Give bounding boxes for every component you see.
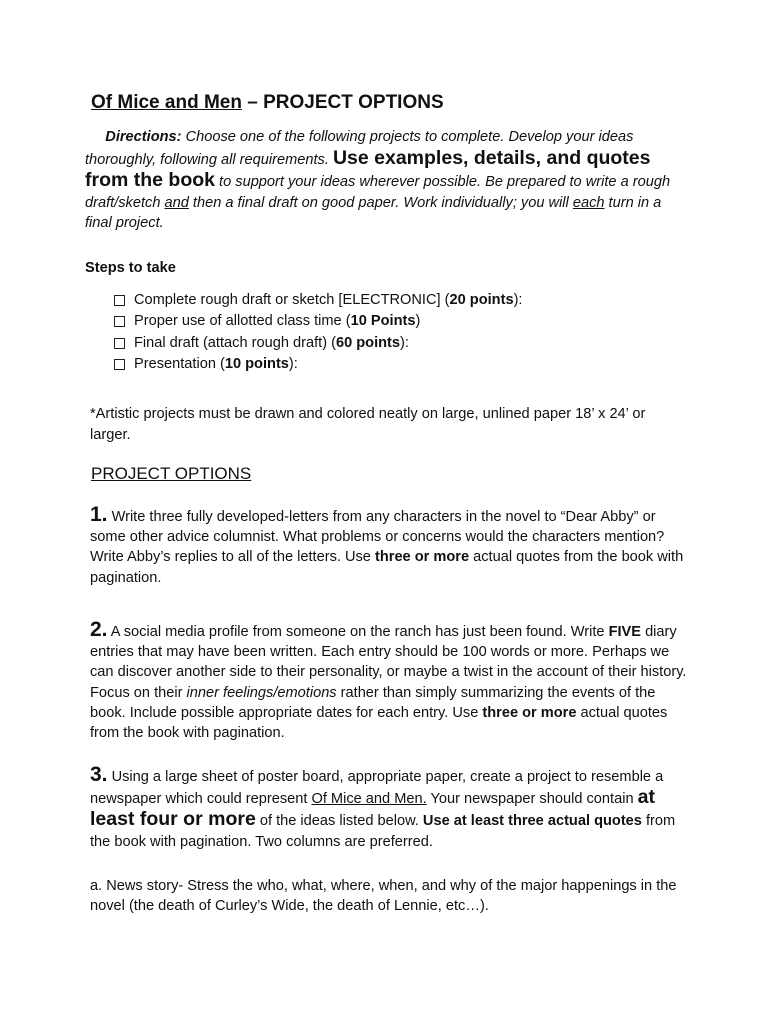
option-bold: three or more [374, 549, 470, 566]
step-end: ): [288, 356, 298, 373]
directions-text-3: then a final draft on good paper. Work individually; you will [188, 194, 573, 211]
checkbox-icon [114, 338, 125, 349]
option-bold: Use at least three actual quotes [422, 813, 642, 830]
checkbox-icon [114, 359, 125, 370]
option-text-3: of the ideas listed below. [255, 813, 423, 830]
steps-list [114, 290, 522, 375]
step-item [114, 354, 522, 375]
title-rest: – PROJECT OPTIONS [241, 92, 444, 113]
step-end: ): [400, 334, 409, 351]
step-points: 10 Points [350, 313, 416, 330]
step-points: 60 points [335, 334, 401, 351]
step-text: Proper use of allotted class time ( [134, 313, 351, 330]
checkbox-icon [114, 295, 125, 306]
option-text-4: from the book with pagination. Two columns are preferred. [90, 813, 676, 850]
directions-text-1: Choose one of the following projects to complete. Develop your ideas thoroughly, following all requirements. [85, 129, 634, 168]
step-points: 10 points [224, 356, 289, 373]
option-number: 3. [90, 763, 108, 786]
step-end: ) [415, 313, 421, 330]
directions-emphasis: Use examples, details, and quotes from the book [85, 146, 651, 191]
directions-text-2: to support your ideas wherever possible. Be prepared to write a rough draft/sketch [85, 174, 671, 211]
option-five: FIVE [608, 624, 642, 640]
option-number: 1. [90, 503, 108, 526]
option-text-3: rather than simply summarizing the events of the book. Include possible appropriate dates for each entry. Use [90, 684, 656, 721]
option-text-2: Your newspaper should contain [426, 791, 638, 808]
option-text-1: Using a large sheet of poster board, appropriate paper, create a project to resemble a newspaper which could represent [90, 769, 664, 808]
title-book: Of Mice and Men [91, 92, 242, 113]
option-italic: inner feelings/emotions [186, 684, 337, 701]
option-1 [90, 505, 690, 588]
option-2 [90, 620, 690, 743]
step-text: Final draft (attach rough draft) ( [134, 334, 336, 351]
step-text: Complete rough draft or sketch [ELECTRONIC] ( [134, 292, 450, 309]
step-text: Presentation ( [134, 356, 225, 373]
option-3-item-a: a. News story- Stress the who, what, where, when, and why of the major happenings in the novel (the death of Curley’s Wide, the death of Lennie, etc…). [90, 878, 677, 915]
option-text-1: A social media profile from someone on the ranch has just been found. Write [107, 624, 609, 640]
directions-label: Directions: [105, 129, 182, 145]
directions-and: and [164, 194, 189, 211]
directions-each: each [572, 194, 605, 211]
option-text-2: actual quotes from the book with pagination. [90, 549, 684, 586]
project-options-heading: PROJECT OPTIONS [91, 464, 252, 483]
option-3 [90, 765, 690, 852]
option-big: at least four or more [90, 786, 655, 831]
step-item [114, 290, 522, 311]
artistic-note: *Artistic projects must be drawn and colored neatly on large, unlined paper 18’ x 24’ or larger. [90, 406, 646, 443]
option-text-1: Write three fully developed-letters from any characters in the novel to “Dear Abby” or some other advice columnist. What problems or concerns would the characters mention? Write Abby’s replies to all of the letters. Use [90, 509, 665, 566]
page-title [91, 92, 444, 114]
step-item [114, 333, 522, 354]
option-book-title: Of Mice and Men. [311, 791, 427, 808]
checkbox-icon [114, 316, 125, 327]
option-text-4: actual quotes from the book with pagination. [90, 704, 668, 742]
option-bold: three or more [482, 704, 577, 721]
directions-paragraph [85, 127, 685, 234]
directions-text-4: turn in a final project. [85, 194, 662, 231]
steps-heading: Steps to take [85, 260, 176, 276]
step-points: 20 points [449, 292, 514, 309]
option-number: 2. [90, 618, 108, 641]
option-text-2: diary entries that may have been written. Each entry should be 100 words or more. Perhaps we can discover another side to their personality, or maybe a twist in the account of their history. Focus on their [90, 624, 687, 701]
step-end: ): [513, 292, 523, 309]
step-item [114, 311, 522, 332]
